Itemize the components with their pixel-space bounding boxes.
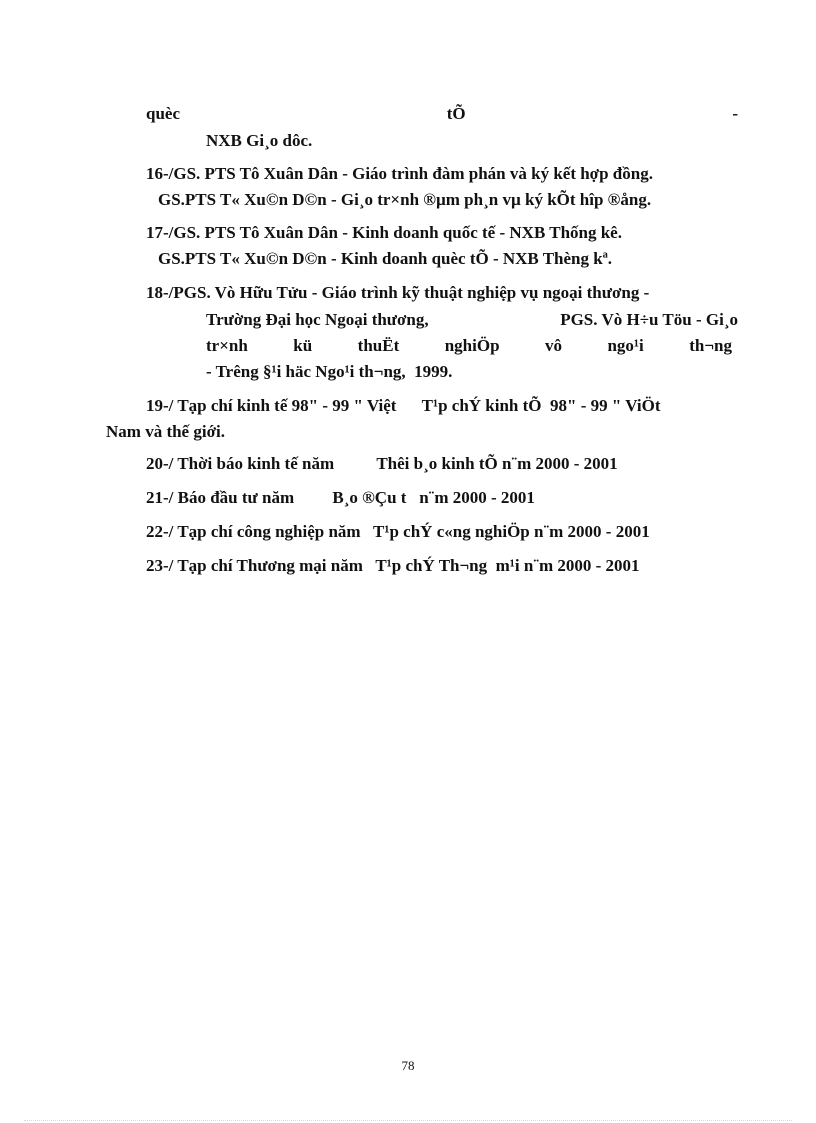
ref-publisher: NXB Gi¸o dôc. [206, 131, 313, 150]
ref-16-title: 16-/GS. PTS Tô Xuân Dân - Giáo trình đàm phán và ký kết hợp đồng. [146, 164, 653, 183]
ref-18-line3 [206, 333, 732, 359]
ref-fragment: - [732, 104, 738, 123]
ref-16-legacy: GS.PTS T« Xu©n D©n - Gi¸o tr×nh ®µm ph¸n vµ ký kÕt hîp ®ång. [158, 190, 652, 209]
ref-18-title: 18-/PGS. Vò Hữu Tửu - Giáo trình kỹ thuật nghiệp vụ ngoại thương - [146, 283, 650, 302]
ref-18-line2 [206, 307, 738, 333]
ref-23: 23-/ Tạp chí Thương mại năm T¹p chÝ Th¬ng m¹i n¨m 2000 - 2001 [146, 556, 640, 575]
ref-word: vô [545, 336, 562, 355]
ref-word: tr×nh [206, 336, 248, 355]
ref-word: thuËt [357, 336, 400, 355]
ref-word: kü [293, 336, 313, 355]
ref-22: 22-/ Tạp chí công nghiệp năm T¹p chÝ c«ng nghiÖp n¨m 2000 - 2001 [146, 522, 650, 541]
ref-18-legacy: - Trêng §¹i häc Ngo¹i th¬ng, 1999. [206, 362, 453, 381]
ref-20: 20-/ Thời báo kinh tế năm Thêi b¸o kinh tÕ n¨m 2000 - 2001 [146, 454, 618, 473]
ref-word: nghiÖp [444, 336, 500, 355]
ref-fragment: tÕ [446, 104, 466, 123]
page-bottom-divider [24, 1120, 792, 1121]
ref-17-legacy: GS.PTS T« Xu©n D©n - Kinh doanh quèc tÕ - NXB Thèng kª. [158, 249, 613, 268]
ref-19-continuation: Nam và thế giới. [106, 422, 225, 441]
ref-21: 21-/ Báo đầu tư năm B¸o ®Çu t n¨m 2000 - 2001 [146, 488, 535, 507]
ref-word: th¬ng [689, 336, 732, 355]
ref-fragment: Trường Đại học Ngoại thương, [206, 310, 429, 329]
ref-fragment: quèc [146, 104, 180, 123]
ref-17-title: 17-/GS. PTS Tô Xuân Dân - Kinh doanh quốc tế - NXB Thống kê. [146, 223, 622, 242]
ref-continuation-line [146, 101, 738, 127]
ref-19-title: 19-/ Tạp chí kinh tế 98" - 99 " Việt T¹p chÝ kinh tÕ 98" - 99 " ViÖt [146, 396, 661, 415]
ref-fragment: PGS. Vò H÷u Töu - Gi¸o [560, 310, 738, 329]
ref-word: ngo¹i [607, 336, 644, 355]
page-number: 78 [401, 1058, 415, 1073]
